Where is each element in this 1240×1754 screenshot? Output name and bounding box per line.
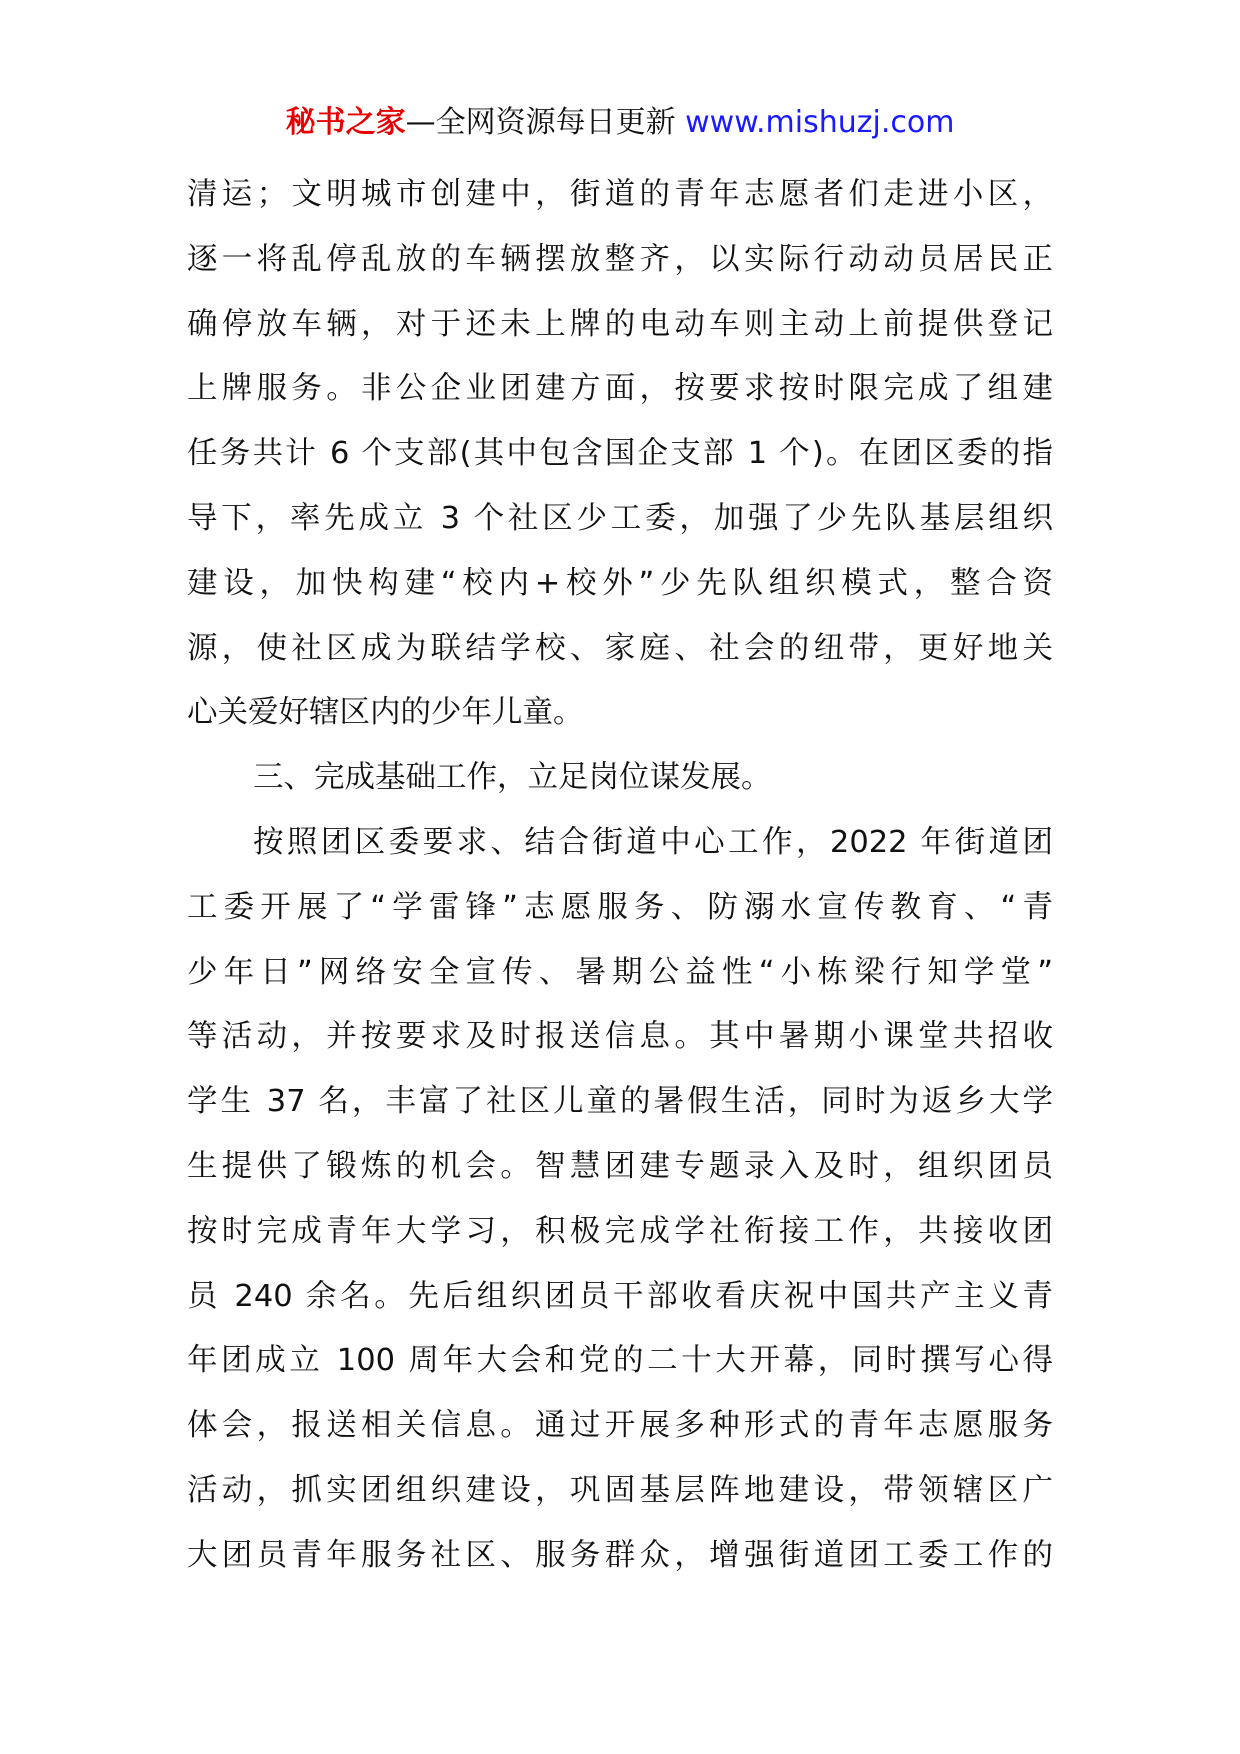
body-line: 确停放车辆，对于还未上牌的电动车则主动上前提供登记 [187, 306, 1053, 342]
header-tagline: —全网资源每日更新 [405, 105, 676, 140]
site-url-link[interactable]: www.mishuzj.com [685, 105, 955, 140]
body-line: 生提供了锻炼的机会。智慧团建专题录入及时，组织团员 [187, 1148, 1053, 1184]
body-line: 逐一将乱停乱放的车辆摆放整齐，以实际行动动员居民正 [187, 241, 1053, 277]
body-line: 体会，报送相关信息。通过开展多种形式的青年志愿服务 [187, 1408, 1053, 1444]
site-header [0, 100, 1240, 146]
body-line: 上牌服务。非公企业团建方面，按要求按时限完成了组建 [187, 371, 1053, 407]
document-body [187, 163, 1053, 1589]
brand-name: 秘书之家 [285, 105, 406, 140]
body-line: 工委开展了“学雷锋”志愿服务、防溺水宣传教育、“青 [187, 889, 1053, 925]
body-line: 学生 37 名，丰富了社区儿童的暑假生活，同时为返乡大学 [187, 1084, 1053, 1120]
paragraph-first-line: 按照团区委要求、结合街道中心工作，2022 年街道团 [253, 824, 1053, 860]
body-line: 活动，抓实团组织建设，巩固基层阵地建设，带领辖区广 [187, 1472, 1053, 1508]
body-line: 大团员青年服务社区、服务群众，增强街道团工委工作的 [187, 1537, 1053, 1573]
body-line: 按时完成青年大学习，积极完成学社衔接工作，共接收团 [187, 1213, 1053, 1249]
body-line: 少年日”网络安全宣传、暑期公益性“小栋梁行知学堂” [187, 954, 1053, 990]
body-line: 员 240 余名。先后组织团员干部收看庆祝中国共产主义青 [187, 1278, 1053, 1314]
body-line: 等活动，并按要求及时报送信息。其中暑期小课堂共招收 [187, 1019, 1053, 1055]
body-line: 源，使社区成为联结学校、家庭、社会的纽带，更好地关 [187, 630, 1053, 666]
body-line: 建设，加快构建“校内+校外”少先队组织模式，整合资 [187, 565, 1053, 601]
body-line: 导下，率先成立 3 个社区少工委，加强了少先队基层组织 [187, 500, 1053, 536]
body-line: 清运；文明城市创建中，街道的青年志愿者们走进小区， [187, 177, 1053, 212]
body-line: 任务共计 6 个支部(其中包含国企支部 1 个)。在团区委的指 [187, 436, 1053, 472]
paragraph-end-line: 心关爱好辖区内的少年儿童。 [187, 695, 584, 731]
section-heading: 三、完成基础工作，立足岗位谋发展。 [253, 760, 772, 796]
body-line: 年团成立 100 周年大会和党的二十大开幕，同时撰写心得 [187, 1343, 1053, 1379]
